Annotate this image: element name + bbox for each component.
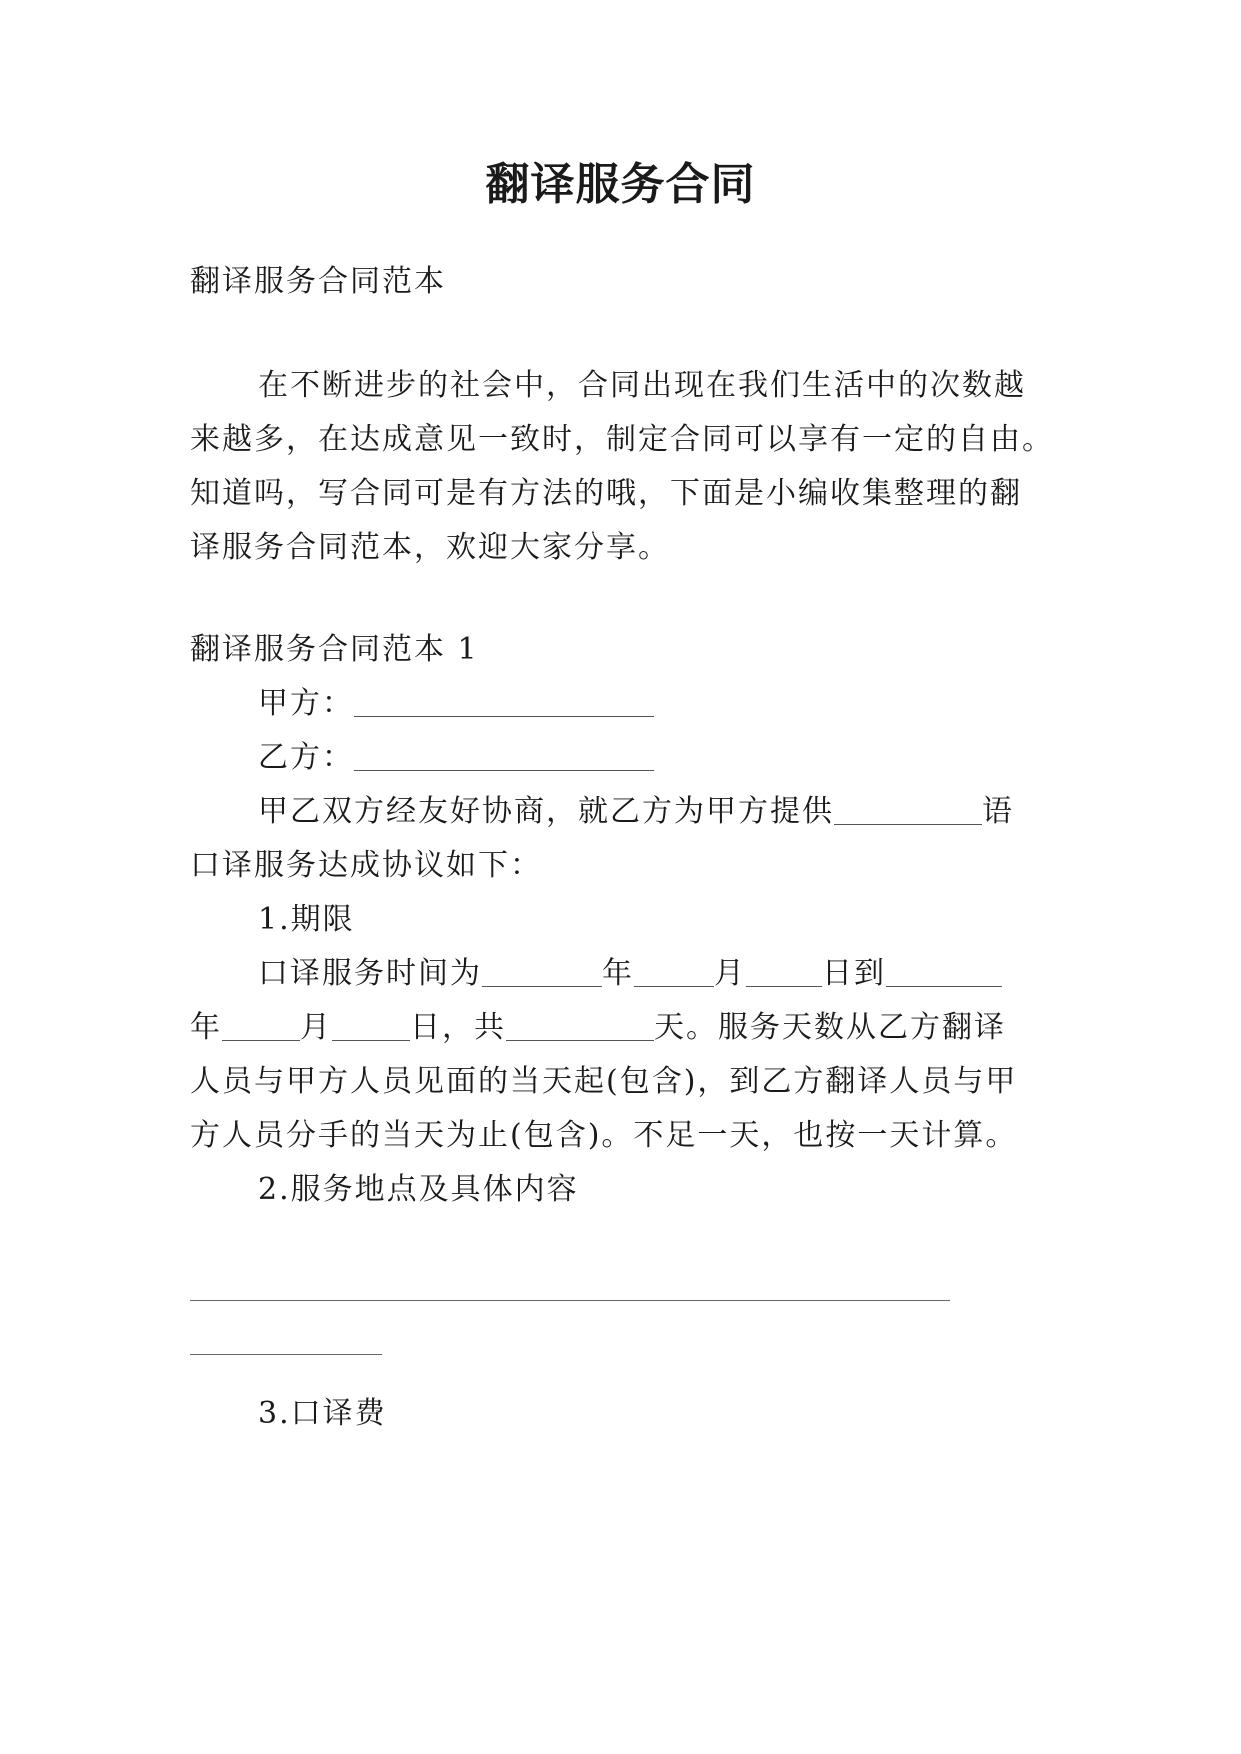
period-text: 口译服务时间为 [258,956,482,991]
day-total-label: 日，共 [410,1010,506,1045]
subtitle: 翻译服务合同范本 [190,264,446,299]
period-line-3: 人员与甲方人员见面的当天起(包含)，到乙方翻译人员与甲 [190,1064,1018,1099]
start-month-blank [634,956,714,987]
item-1-heading: 1.期限 [258,902,355,937]
party-a-label: 甲方： [258,686,354,721]
party-b-blank [354,740,654,771]
intro-line-3: 知道吗，写合同可是有方法的哦，下面是小编收集整理的翻 [190,476,1022,511]
agreement-line-2: 口译服务达成协议如下： [190,848,542,883]
agreement-line-1 [258,792,1014,832]
intro-line-2: 来越多，在达成意见一致时，制定合同可以享有一定的自由。 [190,422,1054,457]
language-blank [834,794,982,825]
period-text-post: 天。服务天数从乙方翻译 [654,1010,1006,1045]
day-to-label: 日到 [822,956,886,991]
total-days-blank [506,1010,654,1041]
party-b-line [258,738,654,778]
intro-line-1: 在不断进步的社会中，合同出现在我们生活中的次数越 [258,368,1026,403]
intro-line-4: 译服务合同范本，欢迎大家分享。 [190,530,670,565]
party-b-label: 乙方： [258,740,354,775]
year-label: 年 [602,956,634,991]
section-heading: 翻译服务合同范本 1 [190,632,479,667]
document-title: 翻译服务合同 [485,159,756,210]
period-line-1 [258,954,1002,994]
period-line-4: 方人员分手的当天为止(包含)。不足一天，也按一天计算。 [190,1118,1018,1153]
end-day-blank [332,1010,410,1041]
month-label: 月 [714,956,746,991]
start-year-blank [482,956,602,987]
end-year-blank [886,956,1002,987]
content-blank-line-2 [190,1354,382,1355]
period-line-2 [190,1008,1006,1048]
party-a-line [258,684,654,724]
item-3-heading: 3.口译费 [258,1396,387,1431]
year-label: 年 [190,1010,222,1045]
party-a-blank [354,686,654,717]
agreement-text-pre: 甲乙双方经友好协商，就乙方为甲方提供 [258,794,834,829]
item-2-heading: 2.服务地点及具体内容 [258,1172,579,1207]
month-label: 月 [300,1010,332,1045]
start-day-blank [746,956,822,987]
agreement-text-post: 语 [982,794,1014,829]
content-blank-line-1 [190,1300,950,1301]
end-month-blank [222,1010,300,1041]
